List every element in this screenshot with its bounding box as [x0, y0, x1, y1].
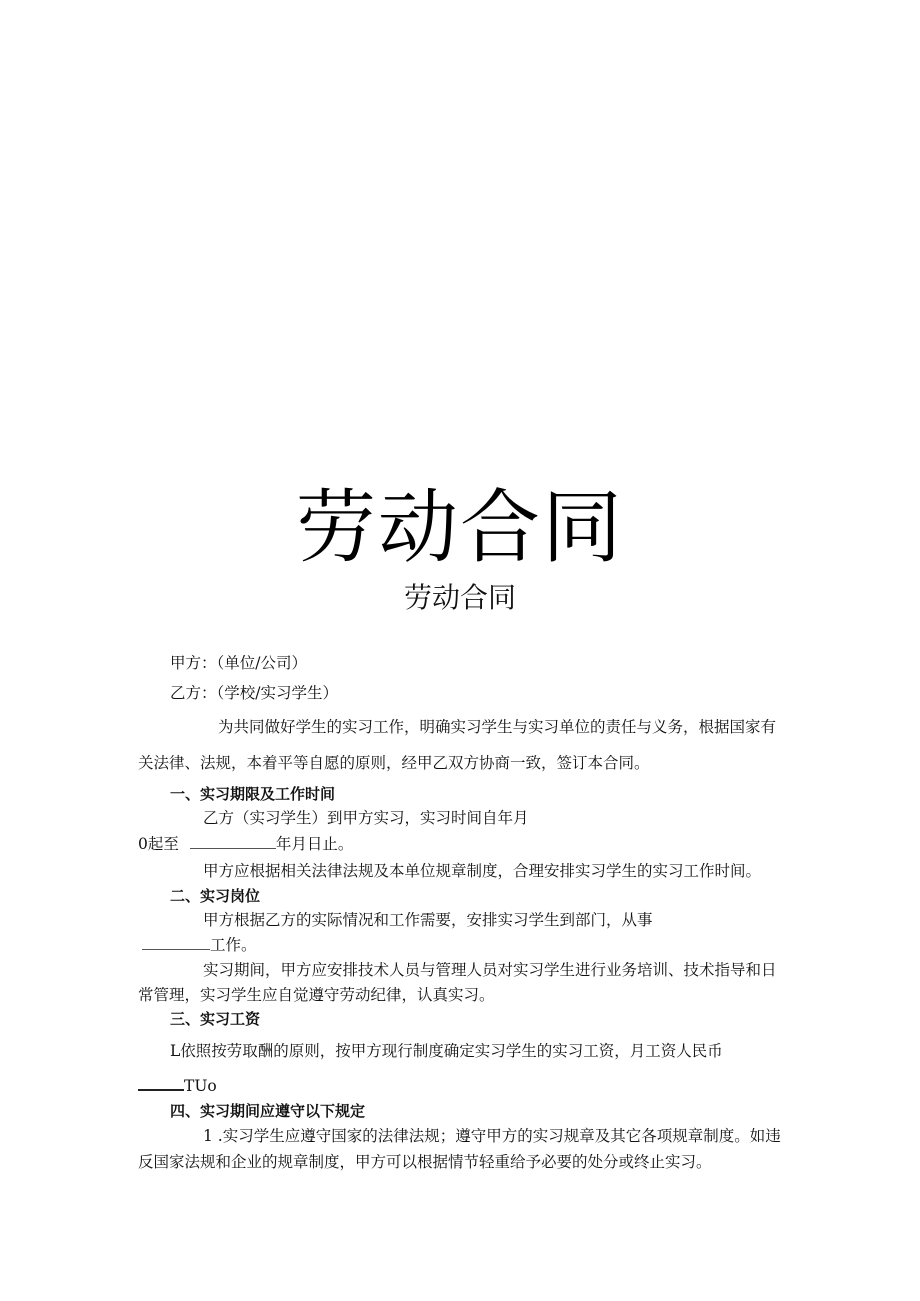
section-2-para-2-line-1: 实习期间，甲方应安排技术人员与管理人员对实习学生进行业务培训、技术指导和日	[203, 961, 777, 979]
section-2-para-1-line-1: 甲方根据乙方的实际情况和工作需要，安排实习学生到部门，从事	[203, 911, 653, 929]
section-1-para-1-line-2	[138, 833, 353, 855]
end-date-blank	[190, 834, 276, 849]
main-title: 劳动合同	[296, 481, 624, 574]
section-1-heading: 一、实习期限及工作时间	[170, 785, 336, 803]
section-1-para-2: 甲方应根据相关法律法规及本单位规章制度，合理安排实习学生的实习工作时间。	[203, 862, 762, 880]
section-4-heading: 四、实习期间应遵守以下规定	[170, 1102, 366, 1120]
job-blank	[142, 935, 210, 950]
section-1-date-suffix: 年月日止。	[275, 835, 354, 853]
salary-blank	[138, 1075, 184, 1091]
sub-title: 劳动合同	[403, 581, 516, 614]
section-1-date-prefix: 0起至	[138, 835, 179, 853]
section-2-heading: 二、实习岗位	[170, 887, 261, 905]
section-2-work-suffix: 工作。	[210, 936, 257, 954]
section-2-para-1-line-2	[142, 934, 257, 956]
intro-line-1: 为共同做好学生的实习工作，明确实习学生与实习单位的责任与义务，根据国家有	[218, 718, 777, 736]
section-1-para-1-line-1: 乙方（实习学生）到甲方实习，实习时间自年月	[203, 809, 529, 827]
party-a-line: 甲方：（单位/公司）	[170, 654, 307, 672]
intro-line-2: 关法律、法规，本着平等自愿的原则，经甲乙双方协商一致，签订本合同。	[138, 754, 650, 772]
party-b-line: 乙方：（学校/实习学生）	[170, 684, 338, 702]
section-2-para-2-line-2: 常管理，实习学生应自觉遵守劳动纪律，认真实习。	[138, 986, 495, 1004]
section-3-heading: 三、实习工资	[170, 1010, 261, 1028]
section-3-salary-suffix: TUo	[184, 1077, 217, 1095]
section-4-para-1-line-1: 1 .实习学生应遵守国家的法律法规；遵守甲方的实习规章及其它各项规章制度。如违	[203, 1127, 781, 1145]
section-3-para-1-line-1: L依照按劳取酬的原则，按甲方现行制度确定实习学生的实习工资，月工资人民币	[170, 1042, 723, 1060]
section-4-para-1-line-2: 反国家法规和企业的规章制度，甲方可以根据情节轻重给予必要的处分或终止实习。	[138, 1153, 712, 1171]
section-3-para-1-line-2	[138, 1075, 217, 1097]
